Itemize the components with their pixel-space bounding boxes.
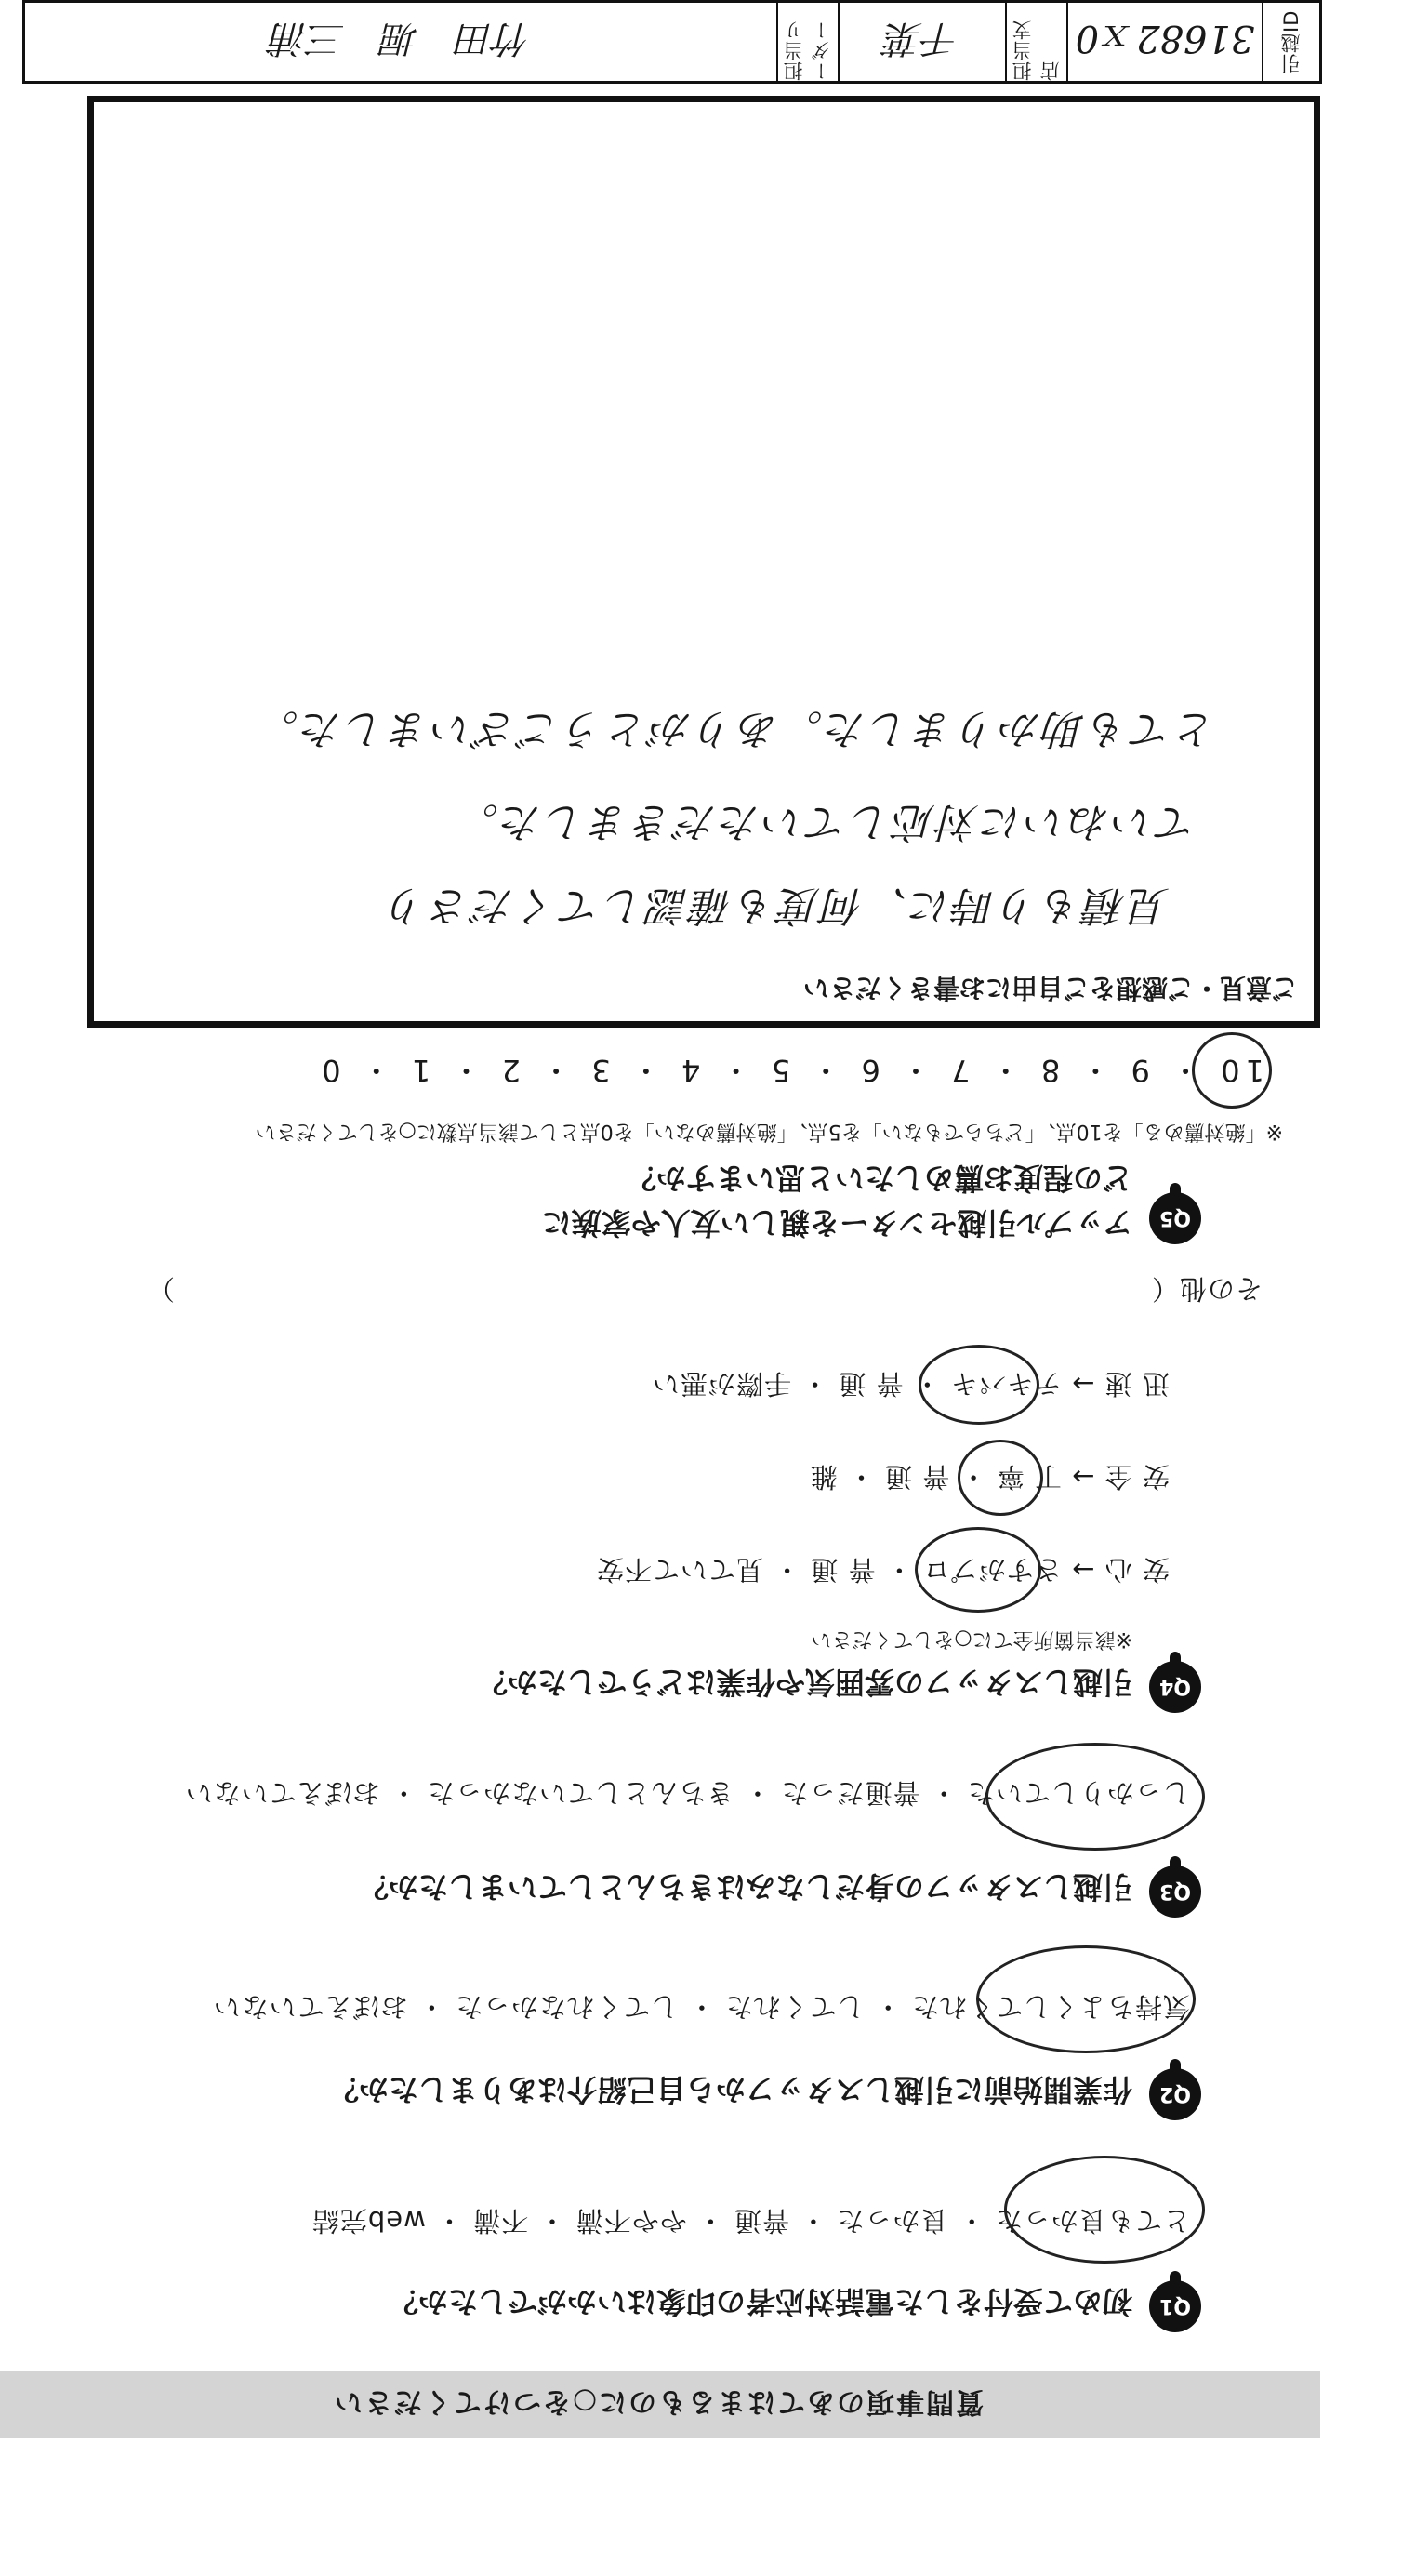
header-instruction: 質問事項のあてはまるものに○をつけてください [332, 2385, 985, 2418]
q3-speech-bubble-icon [1149, 1866, 1201, 1918]
q4-question: 引越しスタッフの雰囲気や作業はどうでしたか？ [477, 1665, 1132, 1700]
branch-label-cell [1005, 3, 1066, 81]
id-value-cell[interactable] [1066, 3, 1262, 81]
q4-speech-bubble-icon [1149, 1661, 1201, 1713]
q4-row-anshin[interactable]: 安 心 → さすがプロ ・ 普 通 ・ 見ていて不安 [595, 1554, 1170, 1586]
branch-value: 千葉 [885, 17, 959, 60]
q2-badge: Q2 [1159, 2082, 1192, 2106]
q5-question-line1: アップル引越センターを親しい友人や家族に [541, 1205, 1132, 1241]
comment-line-2: ていねいに対応していただきました。 [455, 798, 1197, 845]
branch-value-cell[interactable] [838, 3, 1005, 81]
q4-badge: Q4 [1159, 1675, 1192, 1699]
q1-speech-bubble-icon [1149, 2280, 1201, 2332]
comment-line-1: 見積もり時に、何度も確認してくださり [383, 882, 1170, 929]
q3-badge: Q3 [1159, 1879, 1192, 1904]
q3-question: 引越しスタッフの身だしなみはきちんとしていましたか？ [358, 1869, 1132, 1905]
staff-label-cell [776, 3, 838, 81]
hand-drawn-circle-icon [976, 1945, 1196, 2053]
q5-score-scale[interactable]: 10 ・ 9 ・ 8 ・ 7 ・ 6 ・ 5 ・ 4 ・ 3 ・ 2 ・ 1 ・ 0 [316, 1053, 1264, 1088]
hand-drawn-circle-icon [915, 1527, 1041, 1613]
id-label-cell [1262, 3, 1319, 81]
footer-info-bar [22, 0, 1322, 84]
branch-label: 担当支店 [1012, 20, 1062, 81]
hand-drawn-circle-icon [919, 1345, 1039, 1425]
hand-drawn-circle-icon [985, 1743, 1205, 1851]
q4-other[interactable]: その他（ ） [146, 1273, 1263, 1305]
q2-options[interactable]: 気持ちよくしてくれた ・ してくれた ・ してくれなかった ・ おぼえていない [212, 1991, 1190, 2023]
q5-badge: Q5 [1159, 1206, 1192, 1230]
q5-question-line2: どの程度お薦めしたいと思いますか？ [626, 1161, 1132, 1196]
q2-question: 作業開始前に引越しスタッフから自己紹介はありましたか？ [328, 2072, 1132, 2107]
staff-value-cell[interactable] [25, 3, 776, 81]
q4-note: ※該当箇所全てに○をしてください [811, 1627, 1132, 1651]
q4-row-anzen[interactable]: 安 全 → 丁 寧 ・ 普 通 ・ 雑 [809, 1461, 1170, 1493]
hand-drawn-circle-icon [958, 1440, 1043, 1516]
id-value: 31682ｘ0 [1075, 17, 1255, 60]
q5-speech-bubble-icon [1149, 1192, 1201, 1244]
q5-note: ※「絶対薦める」を10点、「どちらでもない」を5点、「絶対薦めない」を0点として該当点数に○をしてください [255, 1120, 1283, 1143]
id-label: 引越ID [1280, 9, 1303, 74]
q3-options[interactable]: しっかりしていた ・ 普通だった ・ きちんとしていなかった ・ おぼえていない [184, 1777, 1190, 1809]
staff-value: 竹田 堀 三浦 [271, 17, 531, 60]
q1-question: 初めて受付をした電話対応者の印象はいかがでしたか？ [388, 2284, 1132, 2319]
q2-speech-bubble-icon [1149, 2068, 1201, 2120]
comment-line-3: とても助かりました。ありがとうございました。 [255, 705, 1216, 752]
q4-row-jinsoku[interactable]: 迅 速 → テキパキ ・ 普 通 ・ 手際が悪い [651, 1368, 1170, 1400]
hand-drawn-circle-icon [1004, 2156, 1205, 2264]
staff-label: 担当リーダー [783, 20, 833, 81]
q1-options[interactable]: とても良かった ・ 良かった ・ 普通 ・ やや不満 ・ 不満 ・ web完結 [311, 2205, 1190, 2237]
q1-badge: Q1 [1159, 2294, 1192, 2318]
comment-label: ご意見・ご感想をご自由にお書きください [802, 973, 1298, 1003]
hand-drawn-circle-icon [1192, 1032, 1272, 1109]
